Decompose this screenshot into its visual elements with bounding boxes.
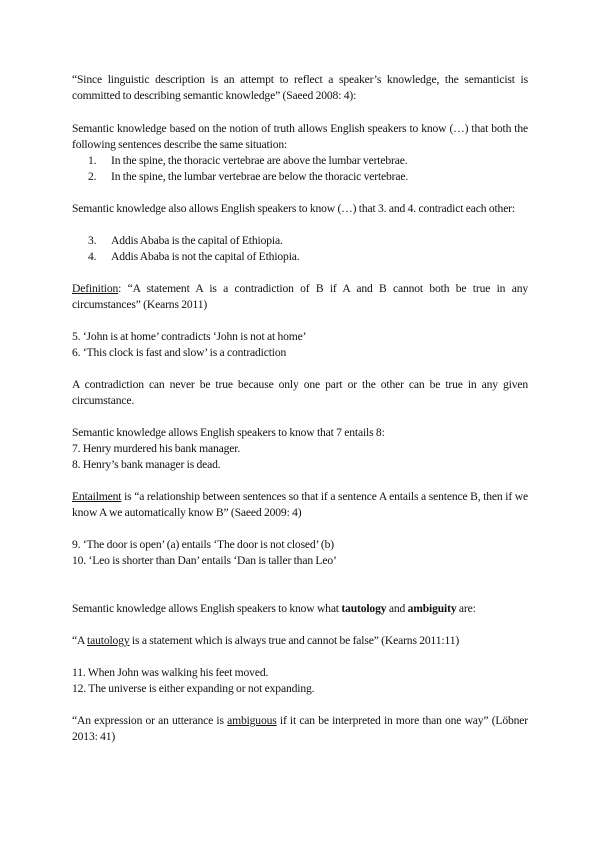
list-item: [88, 153, 528, 169]
definition-term: Definition: [72, 282, 119, 295]
quote-text: if it can be interpreted in more than one way” (Löbner 2013: 41): [72, 714, 528, 743]
entails-intro: Semantic knowledge allows English speakers to know that 7 entails 8:: [72, 426, 385, 439]
ambiguity-term-bold: ambiguity: [407, 602, 457, 615]
list-number: 2.: [88, 170, 97, 183]
definition-text: : “A statement A is a contradiction of B if A and B cannot both be true in any circumstances” (Kearns 2011): [72, 282, 528, 311]
list-text: In the spine, the thoracic vertebrae are above the lumbar vertebrae.: [111, 154, 408, 167]
truth-paragraph: Semantic knowledge based on the notion of truth allows English speakers to know (…) that both the following sentences describe the same situation:: [72, 122, 528, 151]
contradiction-explanation: A contradiction can never be true because only one part or the other can be true in any given circumstance.: [72, 378, 528, 407]
list-number: 3.: [88, 234, 97, 247]
example-8: 8. Henry’s bank manager is dead.: [72, 458, 221, 471]
intro-text: and: [386, 602, 408, 615]
quote-text: is a statement which is always true and cannot be false” (Kearns 2011:11): [129, 634, 460, 647]
entailment-text: is “a relationship between sentences so that if a sentence A entails a sentence B, then if we know A we automatically know B” (Saeed 2009: 4): [72, 490, 528, 519]
list-text: Addis Ababa is the capital of Ethiopia.: [111, 234, 283, 247]
list-item: [88, 249, 528, 265]
tautology-term-bold: tautology: [341, 602, 387, 615]
list-text: Addis Ababa is not the capital of Ethiopia.: [111, 250, 300, 263]
list-item: [88, 233, 528, 249]
example-10: 10. ‘Leo is shorter than Dan’ entails ‘Dan is taller than Leo’: [72, 554, 337, 567]
entailment-term: Entailment: [72, 490, 122, 503]
intro-text: Semantic knowledge allows English speakers to know what: [72, 602, 342, 615]
example-12: 12. The universe is either expanding or not expanding.: [72, 682, 315, 695]
quote-text: “An expression or an utterance is: [72, 714, 228, 727]
contradiction-paragraph: Semantic knowledge also allows English speakers to know (…) that 3. and 4. contradict each other:: [72, 202, 515, 215]
list-text: In the spine, the lumbar vertebrae are below the thoracic vertebrae.: [111, 170, 409, 183]
tautology-term: tautology: [87, 634, 130, 647]
example-7: 7. Henry murdered his bank manager.: [72, 442, 241, 455]
example-5: 5. ‘John is at home’ contradicts ‘John is not at home’: [72, 330, 307, 343]
list-item: [88, 169, 528, 185]
ambiguous-definition: [72, 713, 528, 745]
intro-text: are:: [456, 602, 476, 615]
example-9: 9. ‘The door is open’ (a) entails ‘The door is not closed’ (b): [72, 538, 334, 551]
ambiguous-term: ambiguous: [227, 714, 277, 727]
tautology-ambiguity-intro: [72, 601, 528, 617]
tautology-definition: [72, 633, 528, 649]
list-number: 4.: [88, 250, 97, 263]
quote-text: “A: [72, 634, 88, 647]
example-11: 11. When John was walking his feet moved.: [72, 666, 269, 679]
list-number: 1.: [88, 154, 97, 167]
definition-paragraph: [72, 281, 528, 313]
example-6: 6. ‘This clock is fast and slow’ is a contradiction: [72, 346, 287, 359]
entailment-paragraph: [72, 489, 528, 521]
intro-quote: “Since linguistic description is an attempt to reflect a speaker’s knowledge, the semanticist is committed to describing semantic knowledge” (Saeed 2008: 4):: [72, 73, 528, 102]
